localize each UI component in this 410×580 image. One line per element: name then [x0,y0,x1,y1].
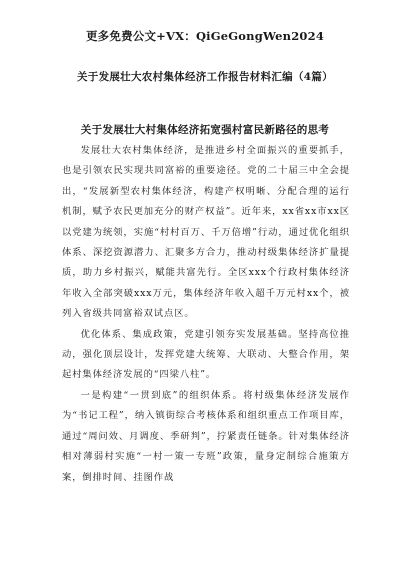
document-body [62,141,350,488]
document-title: 关于发展壮大农村集体经济工作报告材料汇编（4篇） [76,71,333,83]
section-title: 关于发展壮大村集体经济拓宽强村富民新路径的思考 [80,124,330,136]
promo-banner: 更多免费公文+VX：QiGeGongWen2024 [85,29,325,43]
paragraph-1: 发展壮大农村集体经济，是推进乡村全面振兴的重要抓手，也是引领农民实现共同富裕的重要途径。党的二十届三中全会提出，“发展新型农村集体经济，构建产权明晰、分配合理的运行机制，赋予农民更加充分的财产权益”。近年来，xx省xx市xx区以党建为统领，实施“村村百万、千万倍增”行动，通过优化组织体系、深挖资源潜力、汇聚多方合力，推动村级集体经济扩量提质，助力乡村振兴，赋能共富先行。全区xxx个行政村集体经济年收入全部突破xxx万元，集体经济年收入超千万元村xx个，被列入省级共同富裕双试点区。 [62,145,350,320]
paragraph-3: 一是构建“一贯到底”的组织体系。将村级集体经济发展作为“书记工程”，纳入镇街综合考核体系和组织重点工作项目库，通过“周问效、月调度、季研判”，拧紧责任链条。针对集体经济相对薄弱村实施“一村一策一专班”政策，量身定制综合施策方案，倒排时间、挂图作战 [62,389,350,483]
paragraph-2: 优化体系、集成政策，党建引领夯实发展基础。坚持高位推动，强化顶层设计，发挥党建大统筹、大联动、大整合作用，架起村集体经济发展的“四梁八柱”。 [62,328,350,381]
